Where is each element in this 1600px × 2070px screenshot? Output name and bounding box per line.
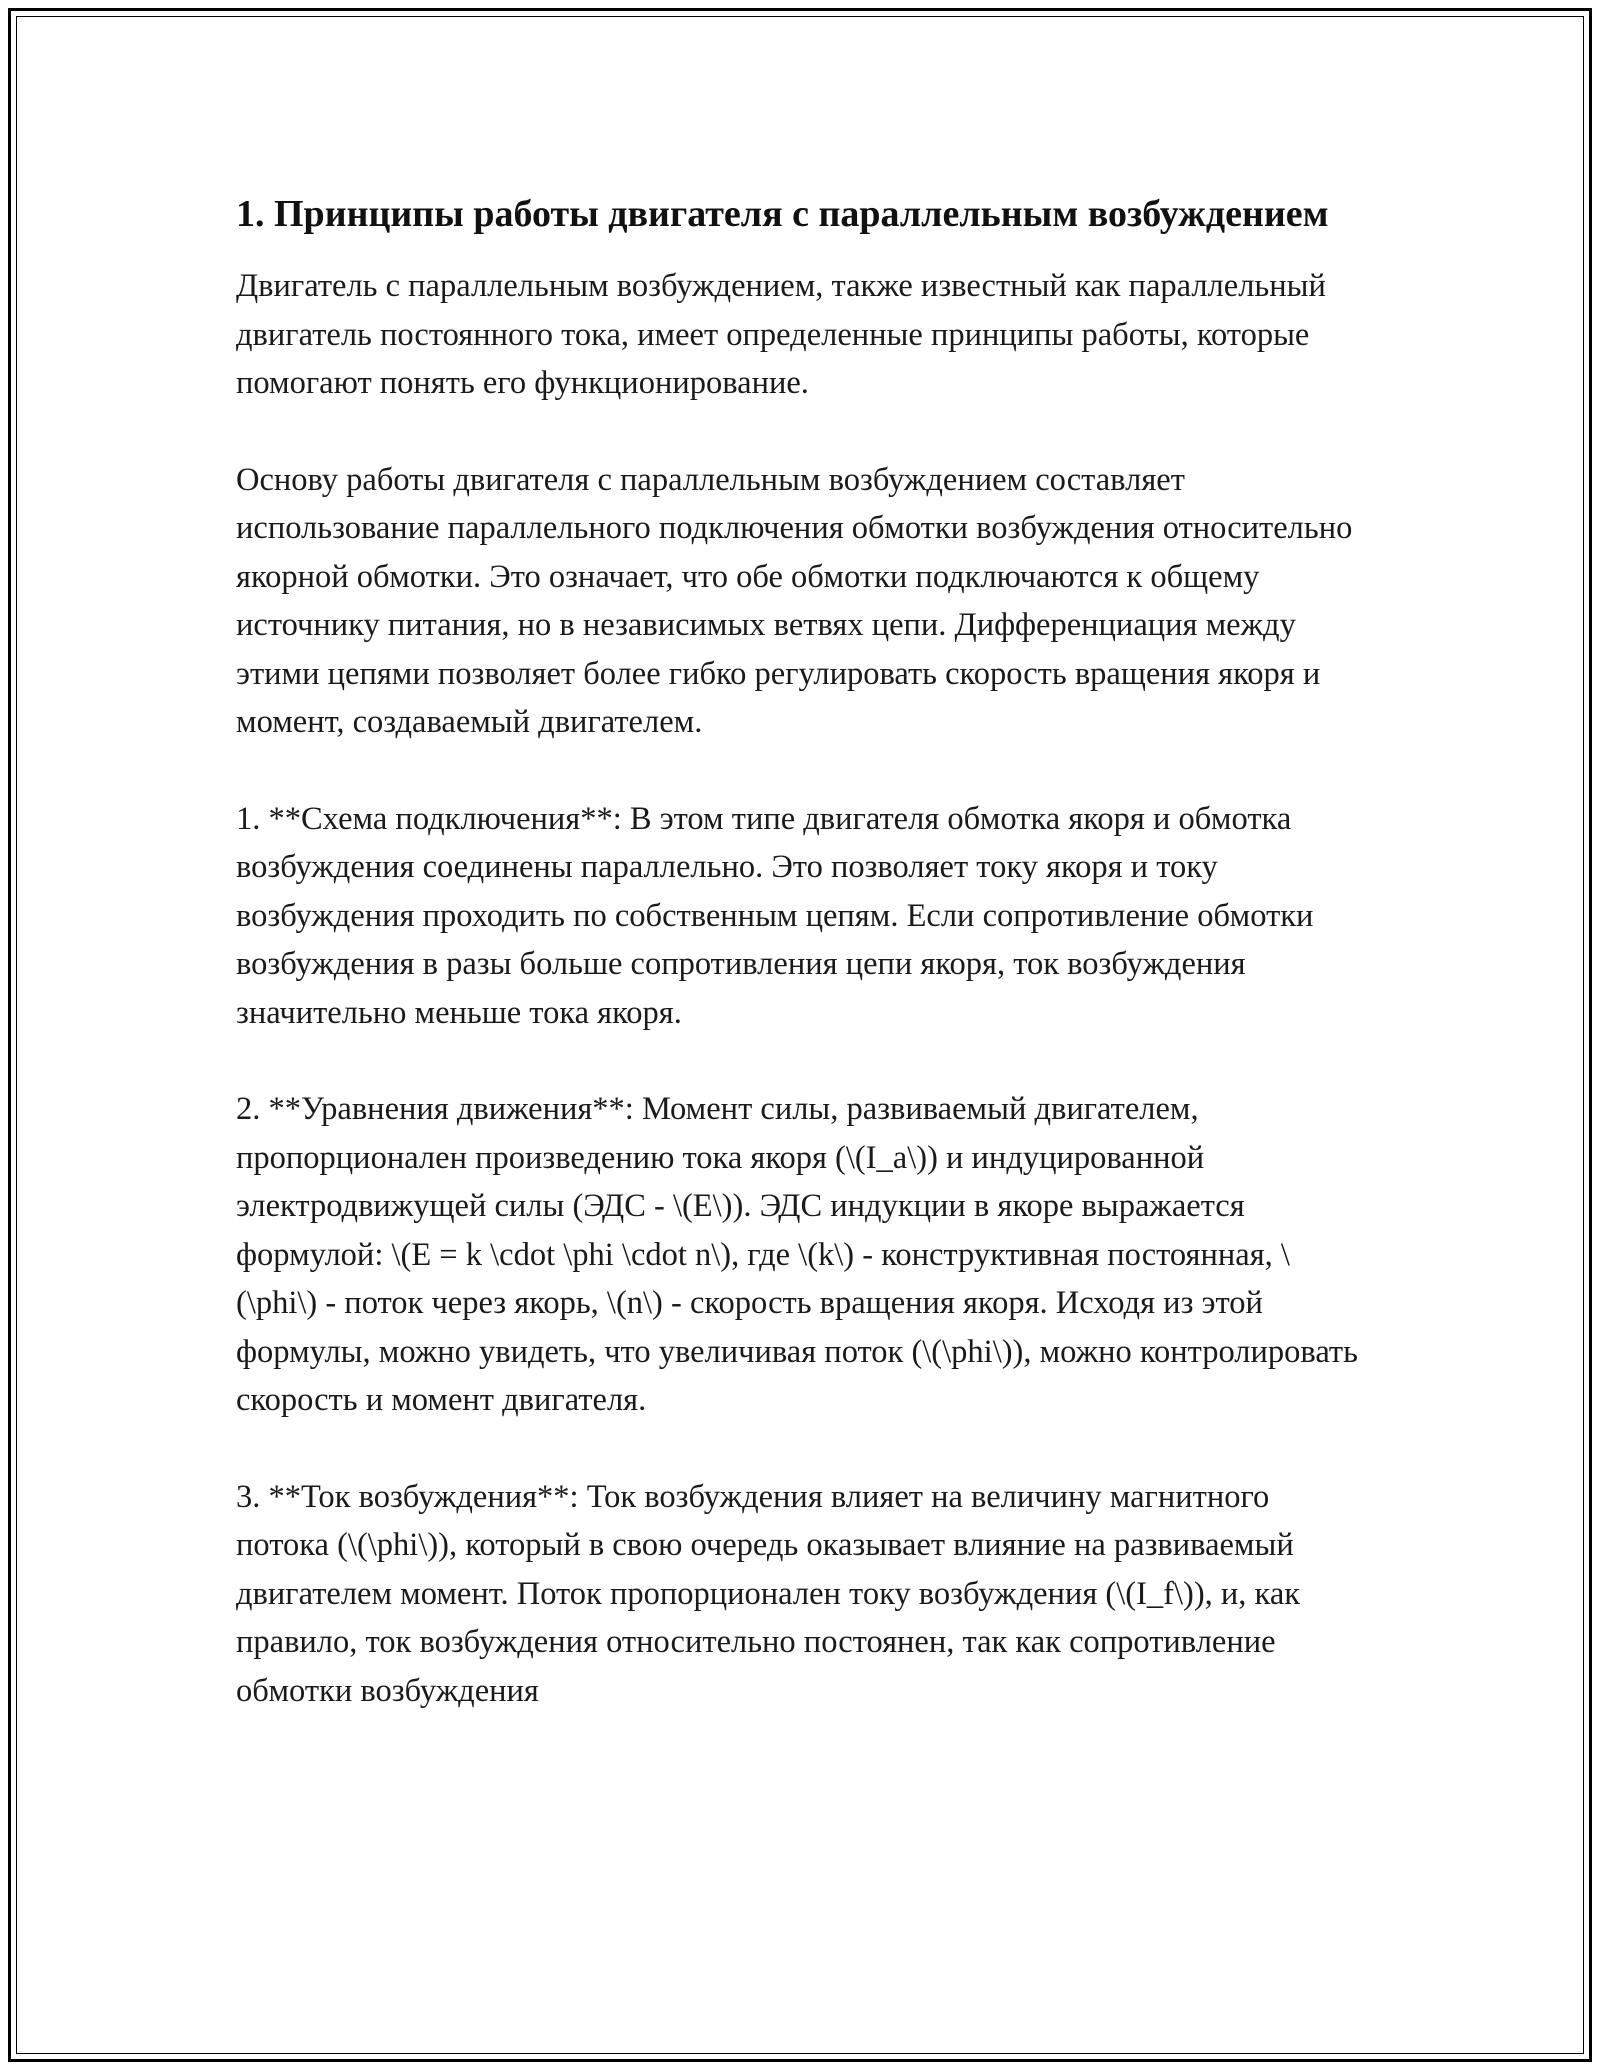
connection-scheme-paragraph: 1. **Схема подключения**: В этом типе двигателя обмотка якоря и обмотка возбуждения соединены параллельно. Это позволяет току якоря и току возбуждения проходить по собственным цепям. Если сопротивление обмотки возбуждения в разы больше сопротивления цепи якоря, ток возбуждения значительно меньше тока якоря. [236,800,1314,1031]
section-heading: 1. Принципы работы двигателя с параллельным возбуждением [236,193,1329,235]
motion-equations-paragraph: 2. **Уравнения движения**: Момент силы, развиваемый двигателем, пропорционален произведению тока якоря (\(I_a\)) и индуцированной электродвижущей силы (ЭДС - \(E\)). ЭДС индукции в якоре выражается формулой: \(E = k \cdot \phi \cdot n\), где \(k\) - конструктивная постоянная, \(\phi\) - поток через якорь, \(n\) - скорость вращения якоря. Исходя из этой формулы, можно увидеть, что увеличивая поток (\(\phi\)), можно контролировать скорость и момент двигателя. [236,1091,1358,1418]
intro-paragraph: Двигатель с параллельным возбуждением, также известный как параллельный двигатель постоянного тока, имеет определенные принципы работы, которые помогают понять его функционирование. [236,268,1326,401]
principle-paragraph: Основу работы двигателя с параллельным возбуждением составляет использование параллельного подключения обмотки возбуждения относительно якорной обмотки. Это означает, что обе обмотки подключаются к общему источнику питания, но в независимых ветвях цепи. Дифференциация между этими цепями позволяет более гибко регулировать скорость вращения якоря и момент, создаваемый двигателем. [236,461,1353,740]
document-body [236,186,1366,1715]
excitation-current-paragraph: 3. **Ток возбуждения**: Ток возбуждения влияет на величину магнитного потока (\(\phi\)), который в свою очередь оказывает влияние на развиваемый двигателем момент. Поток пропорционален току возбуждения (\(I_f\)), и, как правило, ток возбуждения относительно постоянен, так как сопротивление обмотки возбуждения [236,1478,1301,1709]
